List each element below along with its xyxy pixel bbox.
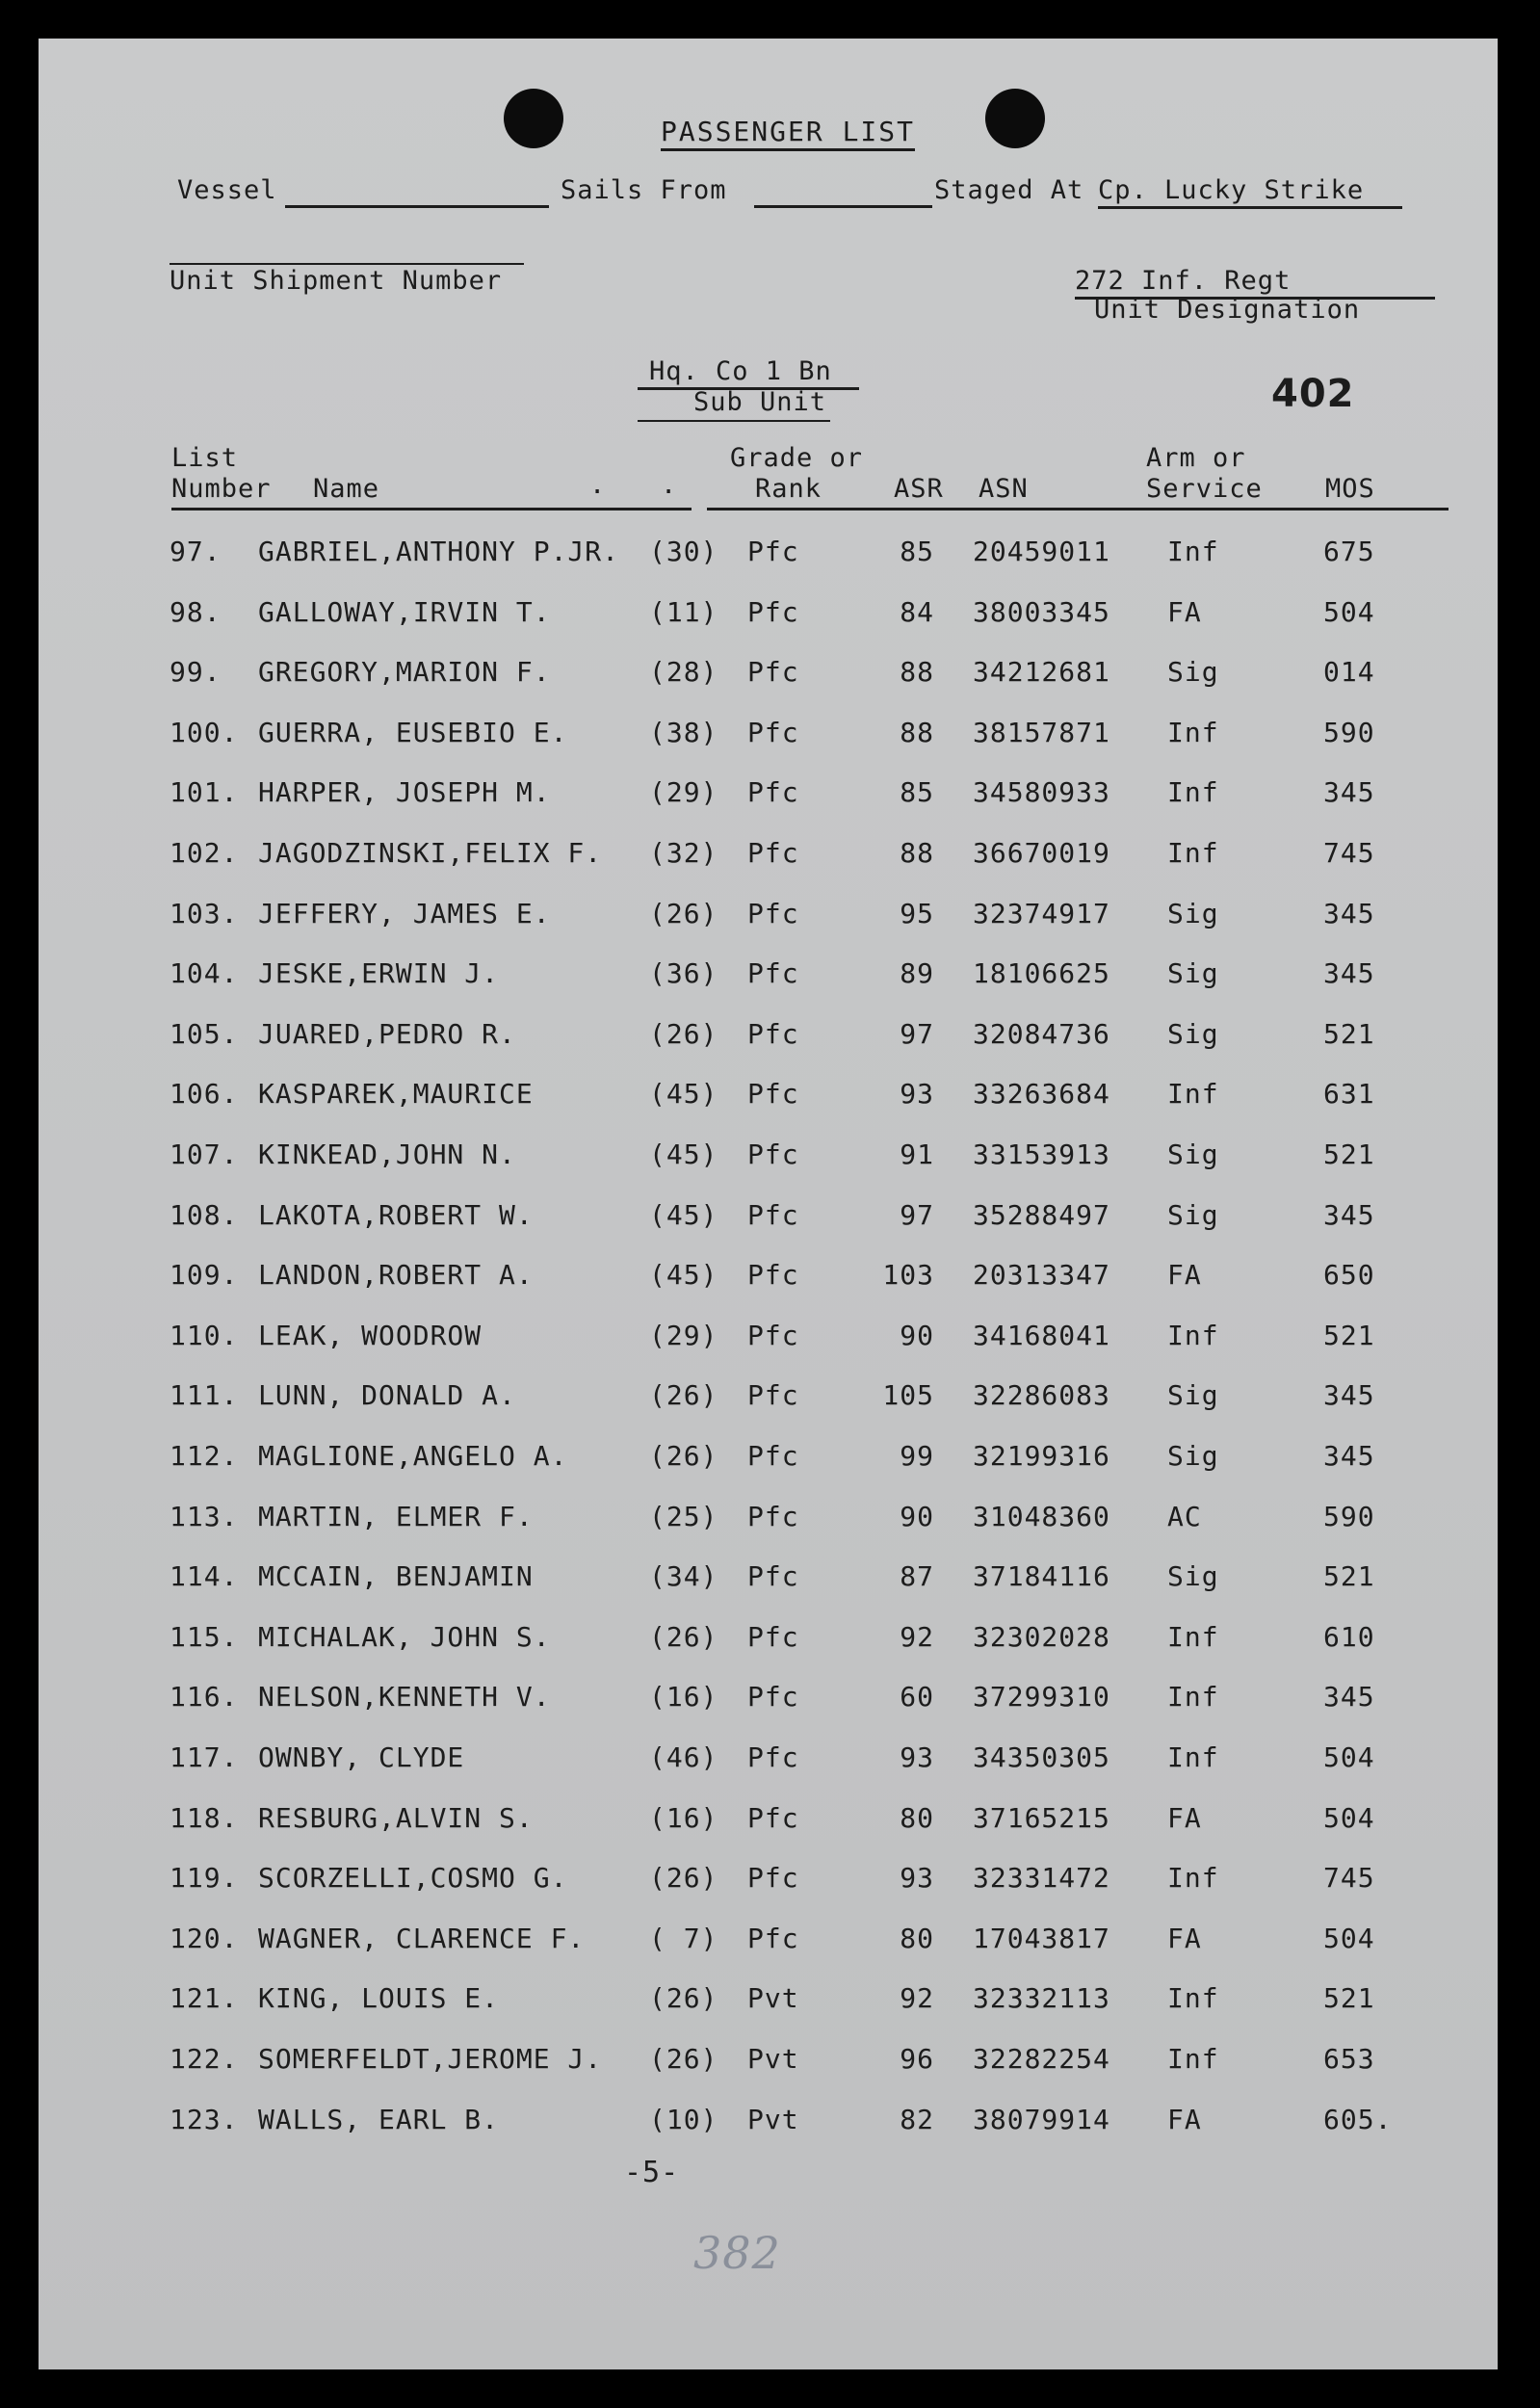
staged-at-value: Cp. Lucky Strike: [1098, 175, 1402, 209]
cell-asr: 87: [900, 1560, 934, 1593]
cell-name: WAGNER, CLARENCE F.: [258, 1922, 586, 1954]
table-row: [39, 1018, 1498, 1057]
cell-age: (26): [649, 2043, 718, 2075]
table-row: [39, 656, 1498, 694]
cell-arm: Sig: [1167, 1017, 1219, 1050]
cell-asn: 18106625: [973, 957, 1110, 990]
cell-age: (11): [649, 595, 718, 628]
cell-asr: 88: [900, 716, 934, 748]
cell-no: 111.: [170, 1379, 239, 1412]
cell-grade: Pfc: [747, 1139, 799, 1170]
col-grade-line2: Rank: [755, 474, 822, 504]
cell-asn: 32332113: [973, 1982, 1110, 2015]
cell-grade: Pfc: [747, 1198, 799, 1231]
cell-asn: 37165215: [973, 1801, 1110, 1834]
table-row: [39, 1741, 1498, 1780]
cell-asr: 97: [900, 1198, 934, 1231]
cell-asn: 38157871: [973, 716, 1110, 748]
cell-no: 100.: [170, 716, 239, 748]
cell-name: NELSON,KENNETH V.: [258, 1681, 551, 1714]
col-arm-line1: Arm or: [1146, 443, 1246, 473]
cell-asr: 84: [900, 595, 934, 628]
cell-no: 113.: [170, 1500, 239, 1532]
cell-age: (45): [649, 1078, 718, 1111]
cell-arm: Inf: [1167, 2043, 1219, 2075]
cell-asr: 89: [900, 957, 934, 990]
cell-asr: 97: [900, 1017, 934, 1050]
cell-age: (38): [649, 716, 718, 748]
cell-mos: 345: [1323, 957, 1375, 990]
cell-name: HARPER, JOSEPH M.: [258, 776, 551, 809]
cell-name: MAGLIONE,ANGELO A.: [258, 1440, 568, 1472]
cell-asn: 31048360: [973, 1500, 1110, 1532]
cell-name: OWNBY, CLYDE: [258, 1741, 465, 1773]
cell-asr: 99: [900, 1440, 934, 1472]
sub-unit-value: Hq. Co 1 Bn: [638, 356, 859, 390]
cell-asr: 88: [900, 656, 934, 689]
cell-no: 114.: [170, 1560, 239, 1593]
col-grade-line1: Grade or: [730, 443, 864, 473]
cell-mos: 675: [1323, 536, 1375, 567]
header-rule-left: [171, 508, 692, 510]
cell-no: 121.: [170, 1982, 239, 2015]
cell-arm: FA: [1167, 1922, 1202, 1954]
cell-name: GALLOWAY,IRVIN T.: [258, 595, 551, 628]
cell-arm: Sig: [1167, 1139, 1219, 1170]
cell-asn: 32331472: [973, 1862, 1110, 1895]
cell-no: 105.: [170, 1017, 239, 1050]
cell-no: 101.: [170, 776, 239, 809]
cell-name: MARTIN, ELMER F.: [258, 1500, 534, 1532]
handwritten-note: 382: [693, 2227, 781, 2279]
cell-mos: 504: [1323, 1741, 1375, 1773]
cell-age: (16): [649, 1681, 718, 1714]
table-row: [39, 2043, 1498, 2081]
cell-mos: 345: [1323, 1379, 1375, 1412]
col-list-number-line1: List: [171, 443, 239, 473]
cell-grade: Pfc: [747, 536, 799, 567]
cell-asr: 85: [900, 776, 934, 809]
cell-grade: Pvt: [747, 1982, 799, 2015]
cell-grade: Pfc: [747, 1017, 799, 1050]
sub-unit-bottom-rule: [638, 420, 830, 422]
cell-asr: 95: [900, 897, 934, 929]
cell-arm: Inf: [1167, 1982, 1219, 2015]
cell-asr: 103: [882, 1259, 934, 1292]
cell-mos: 521: [1323, 1139, 1375, 1170]
cell-grade: Pfc: [747, 1259, 799, 1292]
cell-name: GABRIEL,ANTHONY P.JR.: [258, 536, 620, 567]
cell-asn: 34212681: [973, 656, 1110, 689]
cell-arm: Sig: [1167, 957, 1219, 990]
cell-name: SOMERFELDT,JEROME J.: [258, 2043, 603, 2075]
cell-grade: Pfc: [747, 957, 799, 990]
cell-name: LEAK, WOODROW: [258, 1319, 483, 1351]
cell-arm: Inf: [1167, 1681, 1219, 1714]
cell-name: SCORZELLI,COSMO G.: [258, 1862, 568, 1895]
cell-no: 112.: [170, 1440, 239, 1472]
cell-grade: Pvt: [747, 2103, 799, 2135]
cell-name: GREGORY,MARION F.: [258, 656, 551, 689]
cell-age: (26): [649, 1440, 718, 1472]
cell-asn: 35288497: [973, 1198, 1110, 1231]
cell-asn: 37299310: [973, 1681, 1110, 1714]
cell-age: (16): [649, 1801, 718, 1834]
cell-asn: 34168041: [973, 1319, 1110, 1351]
col-name-dot-1: .: [589, 470, 607, 500]
cell-no: 120.: [170, 1922, 239, 1954]
unit-designation-value: 272 Inf. Regt: [1075, 266, 1435, 300]
cell-grade: Pfc: [747, 1078, 799, 1111]
cell-no: 103.: [170, 897, 239, 929]
cell-arm: Inf: [1167, 837, 1219, 869]
cell-asr: 93: [900, 1078, 934, 1111]
cell-asr: 90: [900, 1319, 934, 1351]
cell-asn: 38079914: [973, 2103, 1110, 2135]
cell-mos: 345: [1323, 1440, 1375, 1472]
cell-age: (29): [649, 776, 718, 809]
table-row: [39, 1440, 1498, 1479]
vessel-blank: [285, 205, 549, 208]
cell-asn: 32282254: [973, 2043, 1110, 2075]
cell-asn: 17043817: [973, 1922, 1110, 1954]
table-row: [39, 1802, 1498, 1841]
unit-shipment-label: Unit Shipment Number: [170, 266, 503, 296]
table-row: [39, 717, 1498, 755]
punch-hole-left: [504, 89, 563, 148]
cell-mos: 521: [1323, 1982, 1375, 2015]
table-row: [39, 536, 1498, 574]
cell-arm: Sig: [1167, 897, 1219, 929]
table-row: [39, 1379, 1498, 1418]
table-row: [39, 1320, 1498, 1358]
cell-mos: 345: [1323, 1198, 1375, 1231]
cell-age: (29): [649, 1319, 718, 1351]
cell-age: (26): [649, 1017, 718, 1050]
cell-grade: Pfc: [747, 595, 799, 628]
cell-grade: Pfc: [747, 656, 799, 689]
cell-mos: 745: [1323, 1862, 1375, 1895]
cell-no: 115.: [170, 1620, 239, 1653]
table-row: [39, 1923, 1498, 1961]
table-row: [39, 2104, 1498, 2142]
cell-mos: 014: [1323, 656, 1375, 689]
cell-asn: 37184116: [973, 1560, 1110, 1593]
cell-no: 119.: [170, 1862, 239, 1895]
cell-grade: Pfc: [747, 1801, 799, 1834]
staged-at-label: Staged At: [934, 175, 1084, 205]
cell-grade: Pfc: [747, 1379, 799, 1412]
cell-asn: 20459011: [973, 536, 1110, 567]
table-row: [39, 1139, 1498, 1177]
cell-age: (26): [649, 1620, 718, 1653]
cell-name: KASPAREK,MAURICE: [258, 1078, 534, 1111]
cell-name: LUNN, DONALD A.: [258, 1379, 516, 1412]
cell-mos: 504: [1323, 1801, 1375, 1834]
cell-name: KINKEAD,JOHN N.: [258, 1139, 516, 1170]
cell-no: 106.: [170, 1078, 239, 1111]
cell-name: MICHALAK, JOHN S.: [258, 1620, 551, 1653]
cell-arm: Sig: [1167, 1379, 1219, 1412]
cell-asr: 93: [900, 1862, 934, 1895]
cell-name: MCCAIN, BENJAMIN: [258, 1560, 534, 1593]
table-row: [39, 837, 1498, 876]
col-list-number-line2: Number: [171, 474, 272, 504]
cell-name: JESKE,ERWIN J.: [258, 957, 500, 990]
unit-shipment-top-rule: [170, 263, 524, 265]
punch-hole-right: [985, 89, 1045, 148]
cell-age: (45): [649, 1198, 718, 1231]
cell-arm: FA: [1167, 1259, 1202, 1292]
cell-grade: Pfc: [747, 897, 799, 929]
table-row: [39, 1621, 1498, 1660]
cell-arm: FA: [1167, 1801, 1202, 1834]
table-row: [39, 1862, 1498, 1900]
cell-asr: 96: [900, 2043, 934, 2075]
table-row: [39, 898, 1498, 936]
cell-arm: Inf: [1167, 1741, 1219, 1773]
document-page: [39, 39, 1498, 2369]
col-mos: MOS: [1325, 474, 1375, 504]
cell-grade: Pfc: [747, 1500, 799, 1532]
table-row: [39, 1681, 1498, 1719]
cell-mos: 605.: [1323, 2103, 1393, 2135]
sails-from-label: Sails From: [561, 175, 727, 205]
cell-arm: FA: [1167, 595, 1202, 628]
cell-arm: FA: [1167, 2103, 1202, 2135]
cell-mos: 590: [1323, 716, 1375, 748]
cell-no: 117.: [170, 1741, 239, 1773]
cell-grade: Pfc: [747, 1319, 799, 1351]
col-arm-line2: Service: [1146, 474, 1263, 504]
cell-arm: Inf: [1167, 1862, 1219, 1895]
col-name-dot-2: .: [661, 470, 678, 500]
cell-name: LAKOTA,ROBERT W.: [258, 1198, 534, 1231]
cell-no: 104.: [170, 957, 239, 990]
cell-grade: Pfc: [747, 1922, 799, 1954]
cell-mos: 521: [1323, 1319, 1375, 1351]
table-row: [39, 1560, 1498, 1599]
cell-mos: 650: [1323, 1259, 1375, 1292]
cell-name: JEFFERY, JAMES E.: [258, 897, 551, 929]
cell-no: 97.: [170, 536, 222, 567]
cell-no: 122.: [170, 2043, 239, 2075]
cell-asn: 32084736: [973, 1017, 1110, 1050]
cell-asn: 32302028: [973, 1620, 1110, 1653]
header-rule-right: [707, 508, 1449, 510]
cell-asn: 38003345: [973, 595, 1110, 628]
cell-no: 99.: [170, 656, 222, 689]
cell-grade: Pfc: [747, 1862, 799, 1895]
cell-age: (26): [649, 1982, 718, 2015]
sub-unit-label: Sub Unit: [693, 387, 827, 417]
vessel-label: Vessel: [177, 175, 277, 205]
cell-age: (10): [649, 2103, 718, 2135]
cell-arm: Inf: [1167, 536, 1219, 567]
cell-asr: 92: [900, 1982, 934, 2015]
cell-asn: 34350305: [973, 1741, 1110, 1773]
cell-no: 107.: [170, 1139, 239, 1170]
cell-arm: AC: [1167, 1500, 1202, 1532]
cell-age: (26): [649, 1862, 718, 1895]
cell-asr: 105: [882, 1379, 934, 1412]
cell-name: GUERRA, EUSEBIO E.: [258, 716, 568, 748]
cell-age: (26): [649, 897, 718, 929]
cell-arm: Sig: [1167, 1440, 1219, 1472]
cell-age: (32): [649, 837, 718, 869]
cell-name: LANDON,ROBERT A.: [258, 1259, 534, 1292]
cell-asr: 93: [900, 1741, 934, 1773]
cell-grade: Pfc: [747, 1681, 799, 1714]
cell-grade: Pfc: [747, 1620, 799, 1653]
cell-arm: Inf: [1167, 1319, 1219, 1351]
cell-arm: Inf: [1167, 776, 1219, 809]
cell-age: ( 7): [649, 1922, 718, 1954]
cell-asn: 32199316: [973, 1440, 1110, 1472]
cell-asn: 34580933: [973, 776, 1110, 809]
cell-age: (36): [649, 957, 718, 990]
cell-name: RESBURG,ALVIN S.: [258, 1801, 534, 1834]
cell-age: (45): [649, 1259, 718, 1292]
cell-asr: 91: [900, 1139, 934, 1170]
cell-no: 116.: [170, 1681, 239, 1714]
cell-mos: 610: [1323, 1620, 1375, 1653]
col-asr: ASR: [894, 474, 944, 504]
cell-arm: Inf: [1167, 716, 1219, 748]
cell-name: WALLS, EARL B.: [258, 2103, 500, 2135]
cell-no: 109.: [170, 1259, 239, 1292]
cell-grade: Pfc: [747, 716, 799, 748]
cell-no: 102.: [170, 837, 239, 869]
table-row: [39, 1078, 1498, 1116]
cell-arm: Inf: [1167, 1078, 1219, 1111]
cell-asn: 33153913: [973, 1139, 1110, 1170]
cell-mos: 521: [1323, 1017, 1375, 1050]
cell-asr: 92: [900, 1620, 934, 1653]
cell-asr: 90: [900, 1500, 934, 1532]
cell-asr: 88: [900, 837, 934, 869]
cell-name: JAGODZINSKI,FELIX F.: [258, 837, 603, 869]
cell-asn: 32286083: [973, 1379, 1110, 1412]
cell-mos: 504: [1323, 595, 1375, 628]
col-asn: ASN: [979, 474, 1029, 504]
cell-grade: Pfc: [747, 1560, 799, 1593]
table-row: [39, 957, 1498, 996]
sails-from-blank: [754, 205, 932, 208]
cell-no: 123.: [170, 2103, 239, 2135]
cell-age: (28): [649, 656, 718, 689]
cell-age: (46): [649, 1741, 718, 1773]
table-row: [39, 1199, 1498, 1238]
cell-asr: 82: [900, 2103, 934, 2135]
table-row: [39, 596, 1498, 635]
cell-mos: 590: [1323, 1500, 1375, 1532]
cell-asr: 80: [900, 1801, 934, 1834]
cell-asr: 80: [900, 1922, 934, 1954]
cell-arm: Inf: [1167, 1620, 1219, 1653]
cell-arm: Sig: [1167, 1560, 1219, 1593]
page-number: 402: [1271, 372, 1355, 416]
cell-name: JUARED,PEDRO R.: [258, 1017, 516, 1050]
table-row: [39, 1982, 1498, 2021]
cell-age: (30): [649, 536, 718, 567]
cell-mos: 345: [1323, 897, 1375, 929]
sheet-number: -5-: [624, 2156, 680, 2189]
unit-designation-label: Unit Designation: [1094, 295, 1361, 325]
cell-arm: Sig: [1167, 1198, 1219, 1231]
cell-asr: 60: [900, 1681, 934, 1714]
cell-mos: 345: [1323, 1681, 1375, 1714]
cell-arm: Sig: [1167, 656, 1219, 689]
cell-age: (34): [649, 1560, 718, 1593]
table-row: [39, 776, 1498, 815]
cell-asn: 32374917: [973, 897, 1110, 929]
cell-asn: 20313347: [973, 1259, 1110, 1292]
cell-mos: 345: [1323, 776, 1375, 809]
table-row: [39, 1501, 1498, 1539]
cell-grade: Pvt: [747, 2043, 799, 2075]
cell-no: 118.: [170, 1801, 239, 1834]
cell-grade: Pfc: [747, 1741, 799, 1773]
cell-age: (26): [649, 1379, 718, 1412]
cell-mos: 504: [1323, 1922, 1375, 1954]
cell-grade: Pfc: [747, 1440, 799, 1472]
page-title: PASSENGER LIST: [661, 116, 915, 151]
cell-no: 98.: [170, 595, 222, 628]
cell-age: (25): [649, 1500, 718, 1532]
cell-grade: Pfc: [747, 776, 799, 809]
cell-mos: 745: [1323, 837, 1375, 869]
cell-asn: 36670019: [973, 837, 1110, 869]
cell-mos: 653: [1323, 2043, 1375, 2075]
cell-no: 110.: [170, 1319, 239, 1351]
cell-asr: 85: [900, 536, 934, 567]
cell-name: KING, LOUIS E.: [258, 1982, 500, 2015]
table-row: [39, 1259, 1498, 1297]
col-name: Name: [313, 474, 380, 504]
cell-no: 108.: [170, 1198, 239, 1231]
cell-mos: 631: [1323, 1078, 1375, 1111]
cell-grade: Pfc: [747, 837, 799, 869]
cell-age: (45): [649, 1139, 718, 1170]
cell-asn: 33263684: [973, 1078, 1110, 1111]
cell-mos: 521: [1323, 1560, 1375, 1593]
